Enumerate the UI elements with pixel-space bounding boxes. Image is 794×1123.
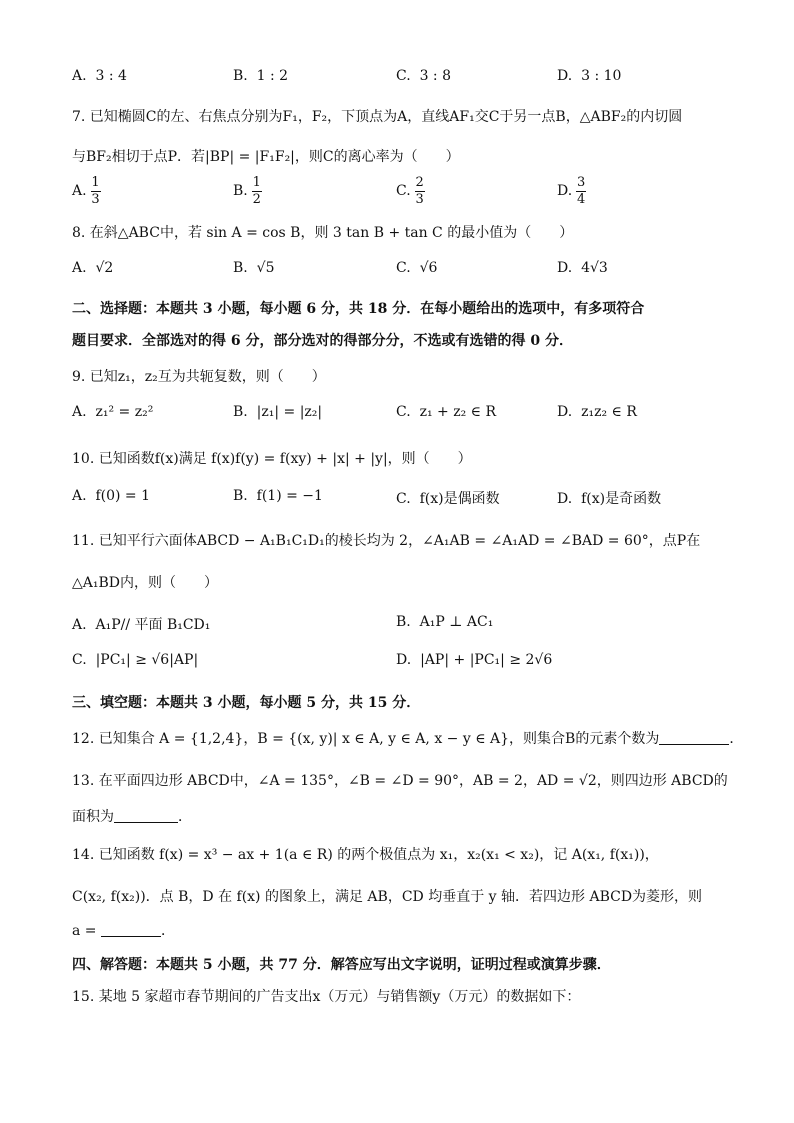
q11-option-a: A. A₁P// 平面 B₁CD₁ (72, 617, 211, 633)
q14-stem-line3: a = ． (72, 923, 175, 939)
q11-option-c: C. |PC₁| ≥ √6|AP| (72, 652, 199, 668)
q7-option-d: D. $\frac{3}{4}$ (557, 175, 586, 207)
section-3-heading: 三、填空题：本题共 3 小题，每小题 5 分，共 15 分． (72, 695, 421, 711)
q10-option-d: D. f(x)是奇函数 (557, 491, 662, 507)
q10-option-b: B. f(1) = −1 (233, 488, 323, 504)
q12-stem: 12. 已知集合 A = {1,2,4}，B = {(x, y)| x ∈ A, y ∈ A, x − y ∈ A}，则集合B的元素个数为 ． (72, 731, 744, 747)
q12-answer-blank[interactable] (659, 730, 729, 745)
q11-option-b: B. A₁P ⊥ AC₁ (396, 614, 494, 630)
q8-option-d: D. 4√3 (557, 260, 608, 276)
q7-option-c: C. $\frac{2}{3}$ (396, 175, 424, 207)
q14-stem-line2: C(x₂, f(x₂))．点 B，D 在 f(x) 的图象上，满足 AB，CD 均垂直于 y 轴．若四边形 ABCD为菱形，则 (72, 889, 703, 905)
q13-answer-blank[interactable] (114, 808, 178, 823)
q7-stem-line2: 与BF₂相切于点P．若|BP| = |F₁F₂|，则C的离心率为（ ） (72, 149, 460, 165)
q7-option-b: B. $\frac{1}{2}$ (233, 175, 261, 207)
q6-option-a: A. 3 : 4 (72, 68, 127, 84)
q15-stem: 15. 某地 5 家超市春节期间的广告支出x（万元）与销售额y（万元）的数据如下： (72, 989, 581, 1005)
q7-option-a: A. $\frac{1}{3}$ (72, 175, 100, 207)
q9-option-d: D. z₁z₂ ∈ R (557, 404, 637, 420)
q9-stem: 9. 已知z₁，z₂互为共轭复数，则（ ） (72, 369, 326, 385)
q10-stem: 10. 已知函数f(x)满足 f(x)f(y) = f(xy) + |x| + |y|，则（ ） (72, 451, 472, 467)
q9-option-a: A. z₁² = z₂² (72, 404, 154, 420)
q11-stem-line1: 11. 已知平行六面体ABCD − A₁B₁C₁D₁的棱长均为 2，∠A₁AB = ∠A₁AD = ∠BAD = 60°，点P在 (72, 533, 701, 549)
q9-option-c: C. z₁ + z₂ ∈ R (396, 404, 496, 420)
q14-answer-blank[interactable] (101, 922, 161, 937)
q6-option-b: B. 1 : 2 (233, 68, 289, 84)
q8-option-b: B. √5 (233, 260, 275, 276)
q13-stem-line1: 13. 在平面四边形 ABCD中，∠A = 135°，∠B = ∠D = 90°，AB = 2，AD = √2，则四边形 ABCD的 (72, 773, 728, 789)
q11-option-d: D. |AP| + |PC₁| ≥ 2√6 (396, 652, 553, 668)
section-2-heading-line1: 二、选择题：本题共 3 小题，每小题 6 分，共 18 分．在每小题给出的选项中，有多项符合 (72, 301, 645, 317)
q10-option-a: A. f(0) = 1 (72, 488, 151, 504)
section-2-heading-line2: 题目要求．全部选对的得 6 分，部分选对的得部分分，不选或有选错的得 0 分． (72, 333, 573, 349)
q6-option-c: C. 3 : 8 (396, 68, 452, 84)
q11-stem-line2: △A₁BD内，则（ ） (72, 575, 219, 591)
q6-option-d: D. 3 : 10 (557, 68, 622, 84)
q8-stem: 8. 在斜△ABC中，若 sin A = cos B，则 3 tan B + tan C 的最小值为（ ） (72, 225, 574, 241)
q8-option-a: A. √2 (72, 260, 114, 276)
q14-stem-line1: 14. 已知函数 f(x) = x³ − ax + 1(a ∈ R) 的两个极值点为 x₁，x₂(x₁ < x₂)，记 A(x₁, f(x₁))， (72, 847, 659, 863)
q9-option-b: B. |z₁| = |z₂| (233, 404, 323, 420)
q10-option-c: C. f(x)是偶函数 (396, 491, 500, 507)
q13-stem-line2: 面积为 ． (72, 809, 192, 825)
q8-option-c: C. √6 (396, 260, 438, 276)
q7-stem-line1: 7. 已知椭圆C的左、右焦点分别为F₁，F₂，下顶点为A，直线AF₁交C于另一点B，△ABF₂的内切圆 (72, 109, 683, 125)
section-4-heading: 四、解答题：本题共 5 小题，共 77 分．解答应写出文字说明，证明过程或演算步骤． (72, 957, 611, 973)
